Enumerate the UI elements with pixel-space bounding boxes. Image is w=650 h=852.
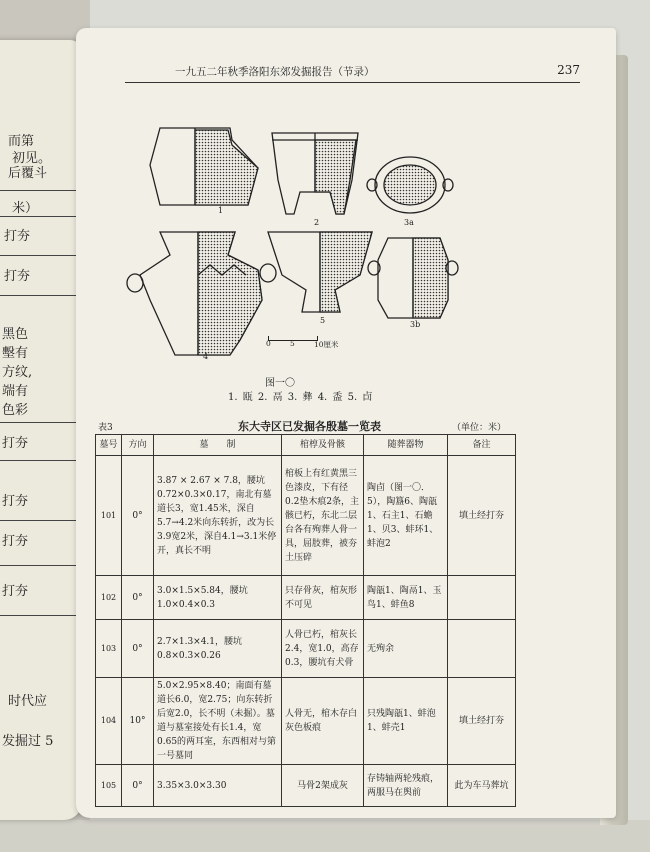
left-text: 初见。 <box>12 151 52 166</box>
cell-id: 102 <box>96 576 122 620</box>
cell-coffin: 棺板上有红黄黑三色漆皮，下有径0.2垫木痕2条，主骸已朽，东北二层台各有殉葬人骨一具，屈肢葬，被夯土压碎 <box>282 456 364 576</box>
cell-coffin: 马骨2架成灰 <box>282 765 364 807</box>
header-cell: 随葬器物 <box>364 435 448 456</box>
left-text: 而第 <box>8 134 35 149</box>
cell-note: 填土经打夯 <box>448 456 516 576</box>
left-text: 时代应 <box>8 694 48 709</box>
left-text: 打夯 <box>2 584 29 599</box>
vessel-2-drawing <box>272 133 358 214</box>
left-text: 打夯 <box>2 436 29 451</box>
left-text: 色彩 <box>2 403 29 418</box>
left-text: 黑色 <box>2 327 29 342</box>
left-text: 发掘过 5 <box>2 734 54 749</box>
cell-direction: 0° <box>122 620 154 678</box>
left-text: 后覆斗 <box>8 166 48 181</box>
cell-goods: 陶瓿1、陶鬲1、玉鸟1、蚌鱼8 <box>364 576 448 620</box>
left-text: 米） <box>12 201 39 216</box>
page-number: 237 <box>557 63 580 77</box>
figure-label: 5 <box>320 316 326 325</box>
figure-label: 2 <box>314 218 320 227</box>
header-cell: 墓 制 <box>154 435 282 456</box>
header-title: 一九五二年秋季洛阳东郊发掘报告（节录） <box>175 66 375 78</box>
tomb-table <box>95 434 516 807</box>
header-cell: 棺椁及骨骸 <box>282 435 364 456</box>
cell-id: 105 <box>96 765 122 807</box>
scale-label: 0 <box>266 339 271 348</box>
cell-structure: 3.35×3.0×3.30 <box>154 765 282 807</box>
cell-id: 101 <box>96 456 122 576</box>
figure-label: 4 <box>203 352 209 361</box>
cell-structure: 3.0×1.5×5.84，腰坑1.0×0.4×0.3 <box>154 576 282 620</box>
left-text: 打夯 <box>4 269 31 284</box>
table-row <box>96 456 516 576</box>
header-cell: 墓号 <box>96 435 122 456</box>
cell-note: 填土经打夯 <box>448 678 516 765</box>
cell-direction: 0° <box>122 765 154 807</box>
left-text: 打夯 <box>2 534 29 549</box>
table-header-row <box>96 435 516 456</box>
vessel-3b-drawing <box>368 238 458 318</box>
header-cell: 方向 <box>122 435 154 456</box>
cell-note <box>448 576 516 620</box>
figure-label: 1 <box>218 206 224 215</box>
cell-structure: 3.87 × 2.67 × 7.8，腰坑0.72×0.3×0.17，南北有墓道长3，宽1.45米，深自5.7→4.2米向东转折，改为长3.9宽2米，深自4.1→3.1米停开，真长不明 <box>154 456 282 576</box>
cell-id: 104 <box>96 678 122 765</box>
table-row <box>96 576 516 620</box>
left-text: 端有 <box>2 384 29 399</box>
cell-coffin: 人骨已朽，棺灰长2.4，宽1.0，高存0.3，腰坑有犬骨 <box>282 620 364 678</box>
figure-caption: 图一〇 <box>265 378 295 389</box>
cell-structure: 2.7×1.3×4.1，腰坑0.8×0.3×0.26 <box>154 620 282 678</box>
cell-direction: 0° <box>122 456 154 576</box>
cell-structure: 5.0×2.95×8.40；南面有墓道长6.0，宽2.75；向东转折后宽2.0，长不明（未掘）。墓道与墓室接处有长1.4，宽0.65的两耳室，东西相对与第一号墓同 <box>154 678 282 765</box>
cell-goods: 陶卣（图一〇．5），陶簋6、陶瓿1、石主1、石蟾1、贝3、蚌环1、蚌泡2 <box>364 456 448 576</box>
table-row <box>96 620 516 678</box>
vessel-5-drawing <box>268 232 372 312</box>
cell-goods: 无殉余 <box>364 620 448 678</box>
cell-coffin: 只存骨灰，棺灰形不可见 <box>282 576 364 620</box>
cell-direction: 10° <box>122 678 154 765</box>
cell-coffin: 人骨无，棺木存白灰色板痕 <box>282 678 364 765</box>
vessel-3a-drawing <box>367 157 453 213</box>
table-title: 东大寺区已发掘各殷墓一览表 <box>238 420 381 433</box>
scale-label: 5 <box>290 339 295 348</box>
scale-label: 10厘米 <box>314 340 339 349</box>
cell-note: 此为车马葬坑 <box>448 765 516 807</box>
left-text: 方纹, <box>2 365 33 380</box>
table-unit: （单位：米） <box>452 423 507 433</box>
cell-note <box>448 620 516 678</box>
left-text: 墼有 <box>2 346 29 361</box>
left-text: 打夯 <box>2 494 29 509</box>
vessel-1-drawing <box>150 128 258 205</box>
table-label: 表3 <box>98 423 113 433</box>
figure-subcaption: 1. 瓯 2. 鬲 3. 彝 4. 盉 5. 卣 <box>228 392 373 403</box>
figure-label: 3a <box>404 218 414 227</box>
cell-goods: 存铸轴两轮残痕，两服马在舆前 <box>364 765 448 807</box>
header-cell: 备注 <box>448 435 516 456</box>
table-row <box>96 765 516 807</box>
vessel-4-drawing <box>127 232 276 355</box>
cell-direction: 0° <box>122 576 154 620</box>
table-row <box>96 678 516 765</box>
figure-label: 3b <box>410 320 421 329</box>
left-text: 打夯 <box>4 229 31 244</box>
cell-goods: 只残陶瓿1、蚌泡1、蚌壳1 <box>364 678 448 765</box>
cell-id: 103 <box>96 620 122 678</box>
